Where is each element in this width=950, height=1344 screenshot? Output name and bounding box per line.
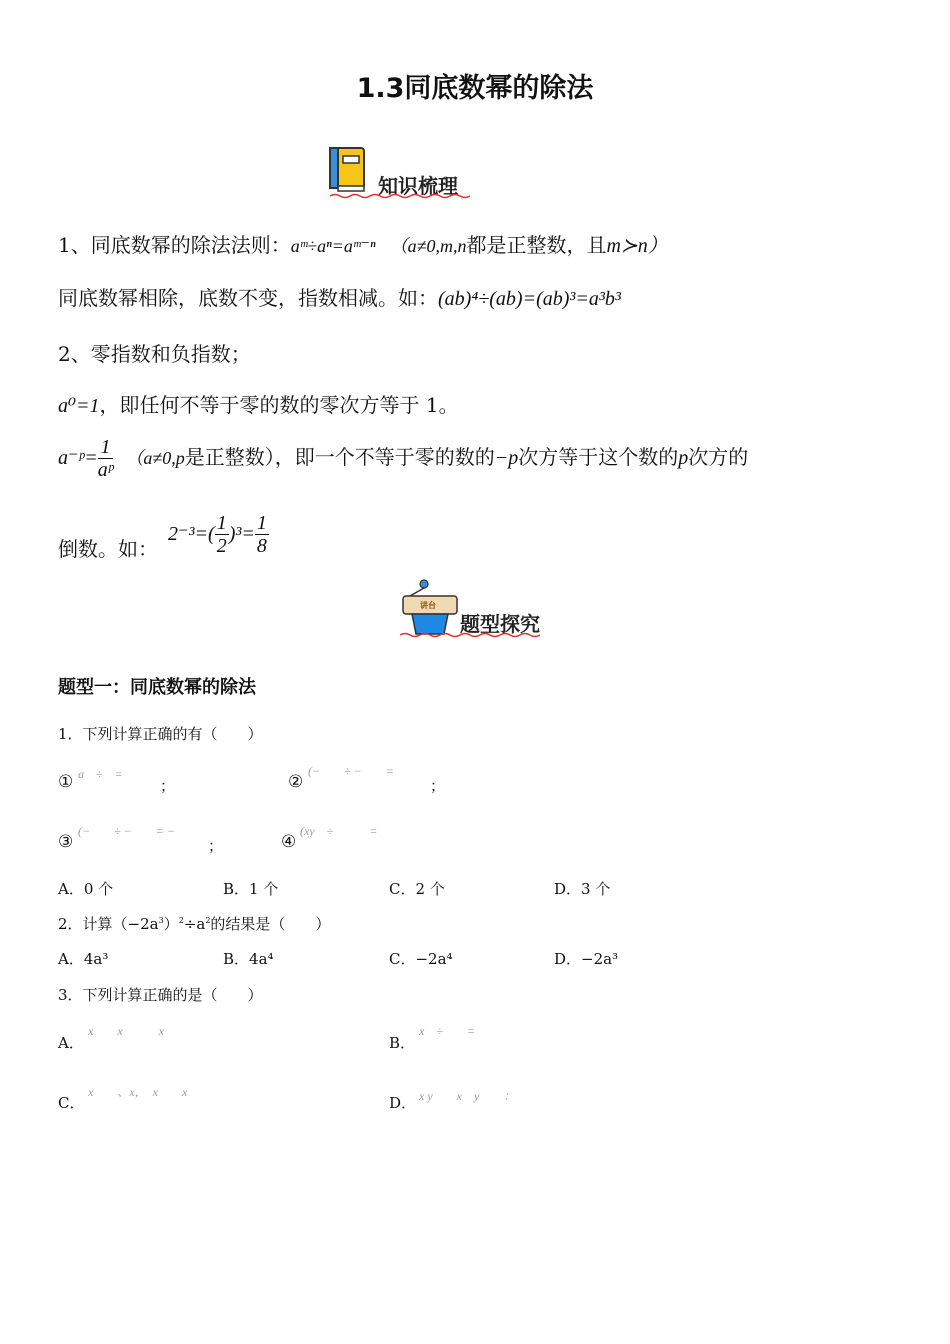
rule-4 <box>58 389 459 418</box>
page-title: 1.3同底数幂的除法 <box>356 73 594 104</box>
rule-5-fraction <box>98 436 114 481</box>
q1-option-c[interactable]: C．2 个 <box>389 880 445 898</box>
q2-stem-b: ） <box>163 915 179 933</box>
q1-item-2-frag: (− ÷ − = <box>308 764 394 778</box>
q2-option-a[interactable]: A．4a³ <box>58 950 109 968</box>
rule-5-den: aᵖ <box>97 459 114 481</box>
rule-3: 2、零指数和负指数； <box>58 342 251 366</box>
rule-6-mid: )³= <box>228 523 255 545</box>
rule-5-cond: （a≠0,p <box>125 448 185 468</box>
rule-5-num: 1 <box>98 436 114 459</box>
q1-item-3: ③ <box>58 832 74 852</box>
rule-5 <box>58 436 748 481</box>
rule-6-lhs: 2⁻³=( <box>168 523 215 545</box>
q2-stem-a: 2．计算（−2a <box>58 915 159 933</box>
q2-option-d[interactable]: D．−2a³ <box>554 950 619 968</box>
q1-item-4: ④ <box>281 832 297 852</box>
q3-option-c-frag: x 、x， x x <box>88 1085 188 1099</box>
q1-option-a[interactable]: A．0 个 <box>58 880 114 898</box>
q1-item-3-frag: (− ÷ − = − <box>78 824 175 838</box>
rule-1-cond-a: （a≠0,m,n <box>389 236 467 256</box>
q2-option-c[interactable]: C．−2a⁴ <box>389 950 453 968</box>
q3-option-c-label[interactable]: C． <box>58 1094 85 1112</box>
q1-item-1: ① <box>58 772 74 792</box>
badge-underline-2 <box>400 632 545 638</box>
q3-stem: 3．下列计算正确的是（ ） <box>58 986 263 1004</box>
q1-item-1-frag: a ÷ = <box>78 767 123 781</box>
q3-option-b-frag: x ÷ = <box>419 1024 476 1038</box>
q3-option-d-label[interactable]: D． <box>389 1094 417 1112</box>
rule-2-text: 同底数幂相除，底数不变，指数相减。如： <box>58 286 438 310</box>
rule-5-negp: −p <box>494 447 519 469</box>
q1-item-3-end: ； <box>208 837 224 855</box>
q1-option-d[interactable]: D．3 个 <box>554 880 611 898</box>
badge-underline <box>330 193 470 199</box>
q1-item-1-end: ； <box>160 777 176 795</box>
type-1-heading: 题型一：同底数幂的除法 <box>58 677 256 698</box>
rule-5-text2: 次方等于这个数的 <box>518 445 679 469</box>
rule-6-den2: 8 <box>256 535 267 557</box>
rule-5-lhs: a⁻ᵖ= <box>58 447 98 469</box>
rule-1-prefix: 1、同底数幂的除法法则： <box>58 233 291 257</box>
rule-6-text: 倒数。如： <box>58 537 158 561</box>
rule-6-num2: 1 <box>256 512 267 534</box>
rule-6-den: 2 <box>216 535 227 557</box>
rule-6-fraction-1 <box>215 512 229 557</box>
rule-1 <box>58 229 668 258</box>
q2-stem: 2．计算$(-2a^3)^2\div a^2$的结果是（ ） <box>58 915 331 933</box>
rule-4-text: ，即任何不等于零的数的零次方等于 1。 <box>99 393 459 417</box>
rule-6-fraction-2 <box>255 512 269 557</box>
q1-item-2: ② <box>288 772 304 792</box>
rule-2-formula: (ab)⁴÷(ab)=(ab)³=a³b³ <box>438 288 621 310</box>
section-badge-types: 题型探究 <box>460 612 540 636</box>
q3-option-a-label[interactable]: A． <box>58 1034 84 1052</box>
q2-option-b[interactable]: B．4a⁴ <box>223 950 274 968</box>
q3-option-d-frag: x y x y ： <box>419 1089 516 1103</box>
rule-5-p: p <box>678 447 689 469</box>
rule-2 <box>58 282 621 311</box>
rule-5-text: 是正整数），即一个不等于零的数的 <box>184 445 495 469</box>
q1-option-b[interactable]: B．1 个 <box>223 880 279 898</box>
rule-4-formula: a⁰=1 <box>58 395 100 417</box>
rule-1-cond-c: m≻n） <box>606 235 668 257</box>
q3-option-a-frag: x x x <box>88 1024 164 1038</box>
q3-option-b-label[interactable]: B． <box>389 1034 416 1052</box>
podium-label: 讲台 <box>420 601 436 610</box>
rule-1-cond-b: 都是正整数，且 <box>466 233 607 257</box>
rule-6 <box>58 512 269 562</box>
rule-1-formula: aᵐ÷aⁿ=aᵐ⁻ⁿ <box>290 236 376 256</box>
rule-6-num: 1 <box>216 512 227 534</box>
q2-stem-d: 的结果是（ ） <box>210 915 331 933</box>
book-icon <box>328 146 370 198</box>
q1-item-4-frag: (xy ÷ = <box>300 824 378 838</box>
rule-5-text3: 次方的 <box>688 445 749 469</box>
q1-stem: 1．下列计算正确的有（ ） <box>58 725 263 743</box>
section-badge-knowledge: 知识梳理 <box>378 174 458 198</box>
q1-item-2-end: ； <box>430 777 446 795</box>
q2-stem-c: ÷a <box>183 915 206 933</box>
